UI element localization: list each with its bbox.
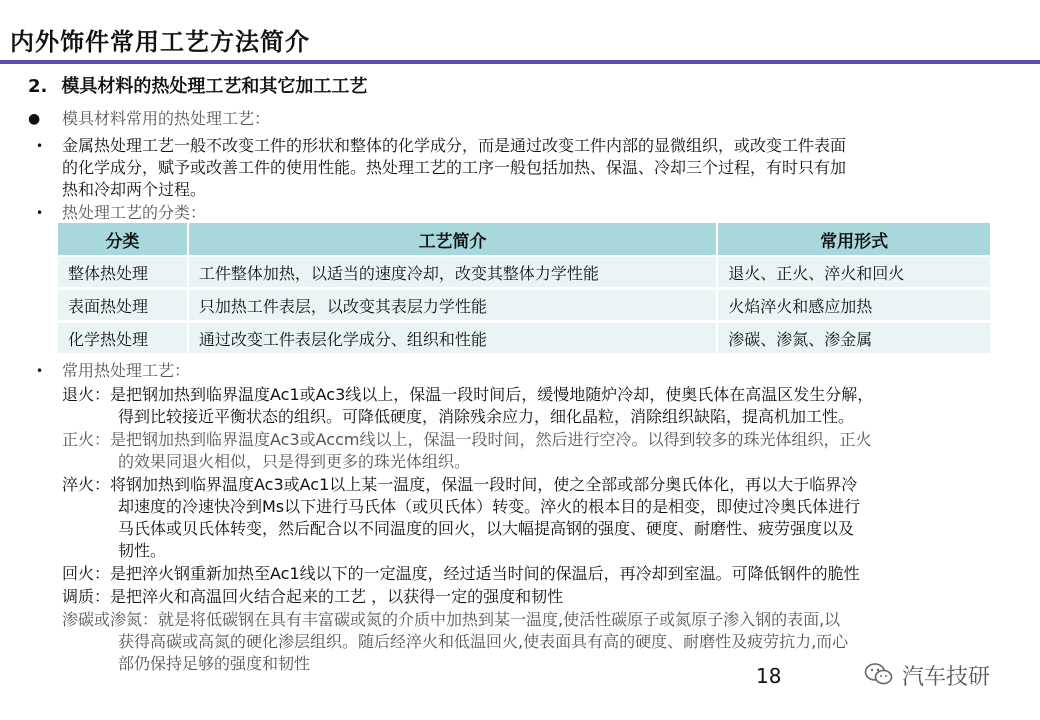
wechat-logo-icon	[864, 661, 894, 691]
carburize-line: 渗碳或渗氮：就是将低碳钢在具有丰富碳或氮的介质中加热到某一温度,使活性碳原子或氮原子渗入钢的表面,以	[62, 610, 841, 629]
table-header-cell: 工艺简介	[188, 223, 717, 256]
table-cell: 工件整体加热，以适当的速度冷却，改变其整体力学性能	[188, 256, 717, 289]
normalize-line: 的效果同退火相似，只是得到更多的珠光体组织。	[118, 452, 471, 471]
heat-treatment-table	[58, 223, 992, 356]
table-header-row	[58, 223, 991, 256]
table-header-cell: 分类	[58, 223, 188, 256]
carburize-line: 部仍保持足够的强度和韧性	[118, 654, 311, 673]
watermark	[864, 660, 990, 691]
table-cell: 火焰淬火和感应加热	[717, 289, 991, 322]
normalize-line: 正火：是把钢加热到临界温度Ac3或Accm线以上，保温一段时间，然后进行空冷。以得到较多的珠光体组织，正火	[62, 430, 872, 449]
quench-line: 却速度的冷速快冷到Ms以下进行马氏体（或贝氏体）转变。淬火的根本目的是相变，即使过冷奥氏体进行	[118, 497, 861, 516]
classify-label: 热处理工艺的分类：	[62, 203, 207, 222]
carburize-line: 获得高碳或高氮的硬化渗层组织。随后经淬火和低温回火,使表面具有高的硬度、耐磨性及疲劳抗力,而心	[118, 632, 849, 651]
small-bullet-icon: •	[36, 206, 44, 220]
intro-bullet-text: 模具材料常用的热处理工艺：	[62, 109, 271, 128]
small-bullet-icon: •	[36, 364, 44, 378]
table-cell: 化学热处理	[58, 322, 188, 355]
quench-line: 淬火：将钢加热到临界温度Ac3或Ac1以上某一温度，保温一段时间，使之全部或部分奥氏体化，再以大于临界冷	[62, 475, 858, 494]
quench-line: 马氏体或贝氏体转变，然后配合以不同温度的回火，以大幅提高钢的强度、硬度、耐磨性、疲劳强度以及	[118, 519, 855, 538]
quench-line: 韧性。	[118, 541, 167, 560]
table-cell: 整体热处理	[58, 256, 188, 289]
para-line: 的化学成分，赋予或改善工件的使用性能。热处理工艺的工序一般包括加热、保温、冷却三个过程，有时只有加	[62, 158, 847, 177]
page-number: 18	[756, 664, 782, 688]
title-divider	[0, 60, 1040, 64]
filled-bullet-icon: ●	[28, 111, 41, 127]
common-label: 常用热处理工艺：	[62, 361, 191, 380]
para-line: 热和冷却两个过程。	[62, 180, 207, 199]
anneal-line: 得到比较接近平衡状态的组织。可降低硬度，消除残余应力，细化晶粒，消除组织缺陷，提高机加工性。	[118, 407, 855, 426]
table-row	[58, 322, 991, 355]
page-title: 内外饰件常用工艺方法简介	[10, 28, 310, 56]
temper-line: 回火：是把淬火钢重新加热至Ac1线以下的一定温度，经过适当时间的保温后，再冷却到室温。可降低钢件的脆性	[62, 564, 860, 583]
para-line: 金属热处理工艺一般不改变工件的形状和整体的化学成分，而是通过改变工件内部的显微组织，或改变工件表面	[62, 136, 847, 155]
table-cell: 退火、正火、淬火和回火	[717, 256, 991, 289]
table-row	[58, 289, 991, 322]
qt-line: 调质：是把淬火和高温回火结合起来的工艺 ，以获得一定的强度和韧性	[62, 587, 564, 606]
table-row	[58, 256, 991, 289]
watermark-text: 汽车技研	[902, 665, 991, 690]
table-cell: 表面热处理	[58, 289, 188, 322]
section-number: 2.	[28, 76, 48, 97]
anneal-line: 退火：是把钢加热到临界温度Ac1或Ac3线以上，保温一段时间后，缓慢地随炉冷却，使奥氏体在高温区发生分解，	[62, 385, 874, 404]
section-heading	[28, 72, 367, 98]
section-title: 模具材料的热处理工艺和其它加工工艺	[61, 76, 368, 97]
table-cell: 通过改变工件表层化学成分、组织和性能	[188, 322, 717, 355]
small-bullet-icon: •	[36, 139, 44, 153]
table-cell: 渗碳、渗氮、渗金属	[717, 322, 991, 355]
table-header-cell: 常用形式	[717, 223, 991, 256]
table-cell: 只加热工件表层，以改变其表层力学性能	[188, 289, 717, 322]
